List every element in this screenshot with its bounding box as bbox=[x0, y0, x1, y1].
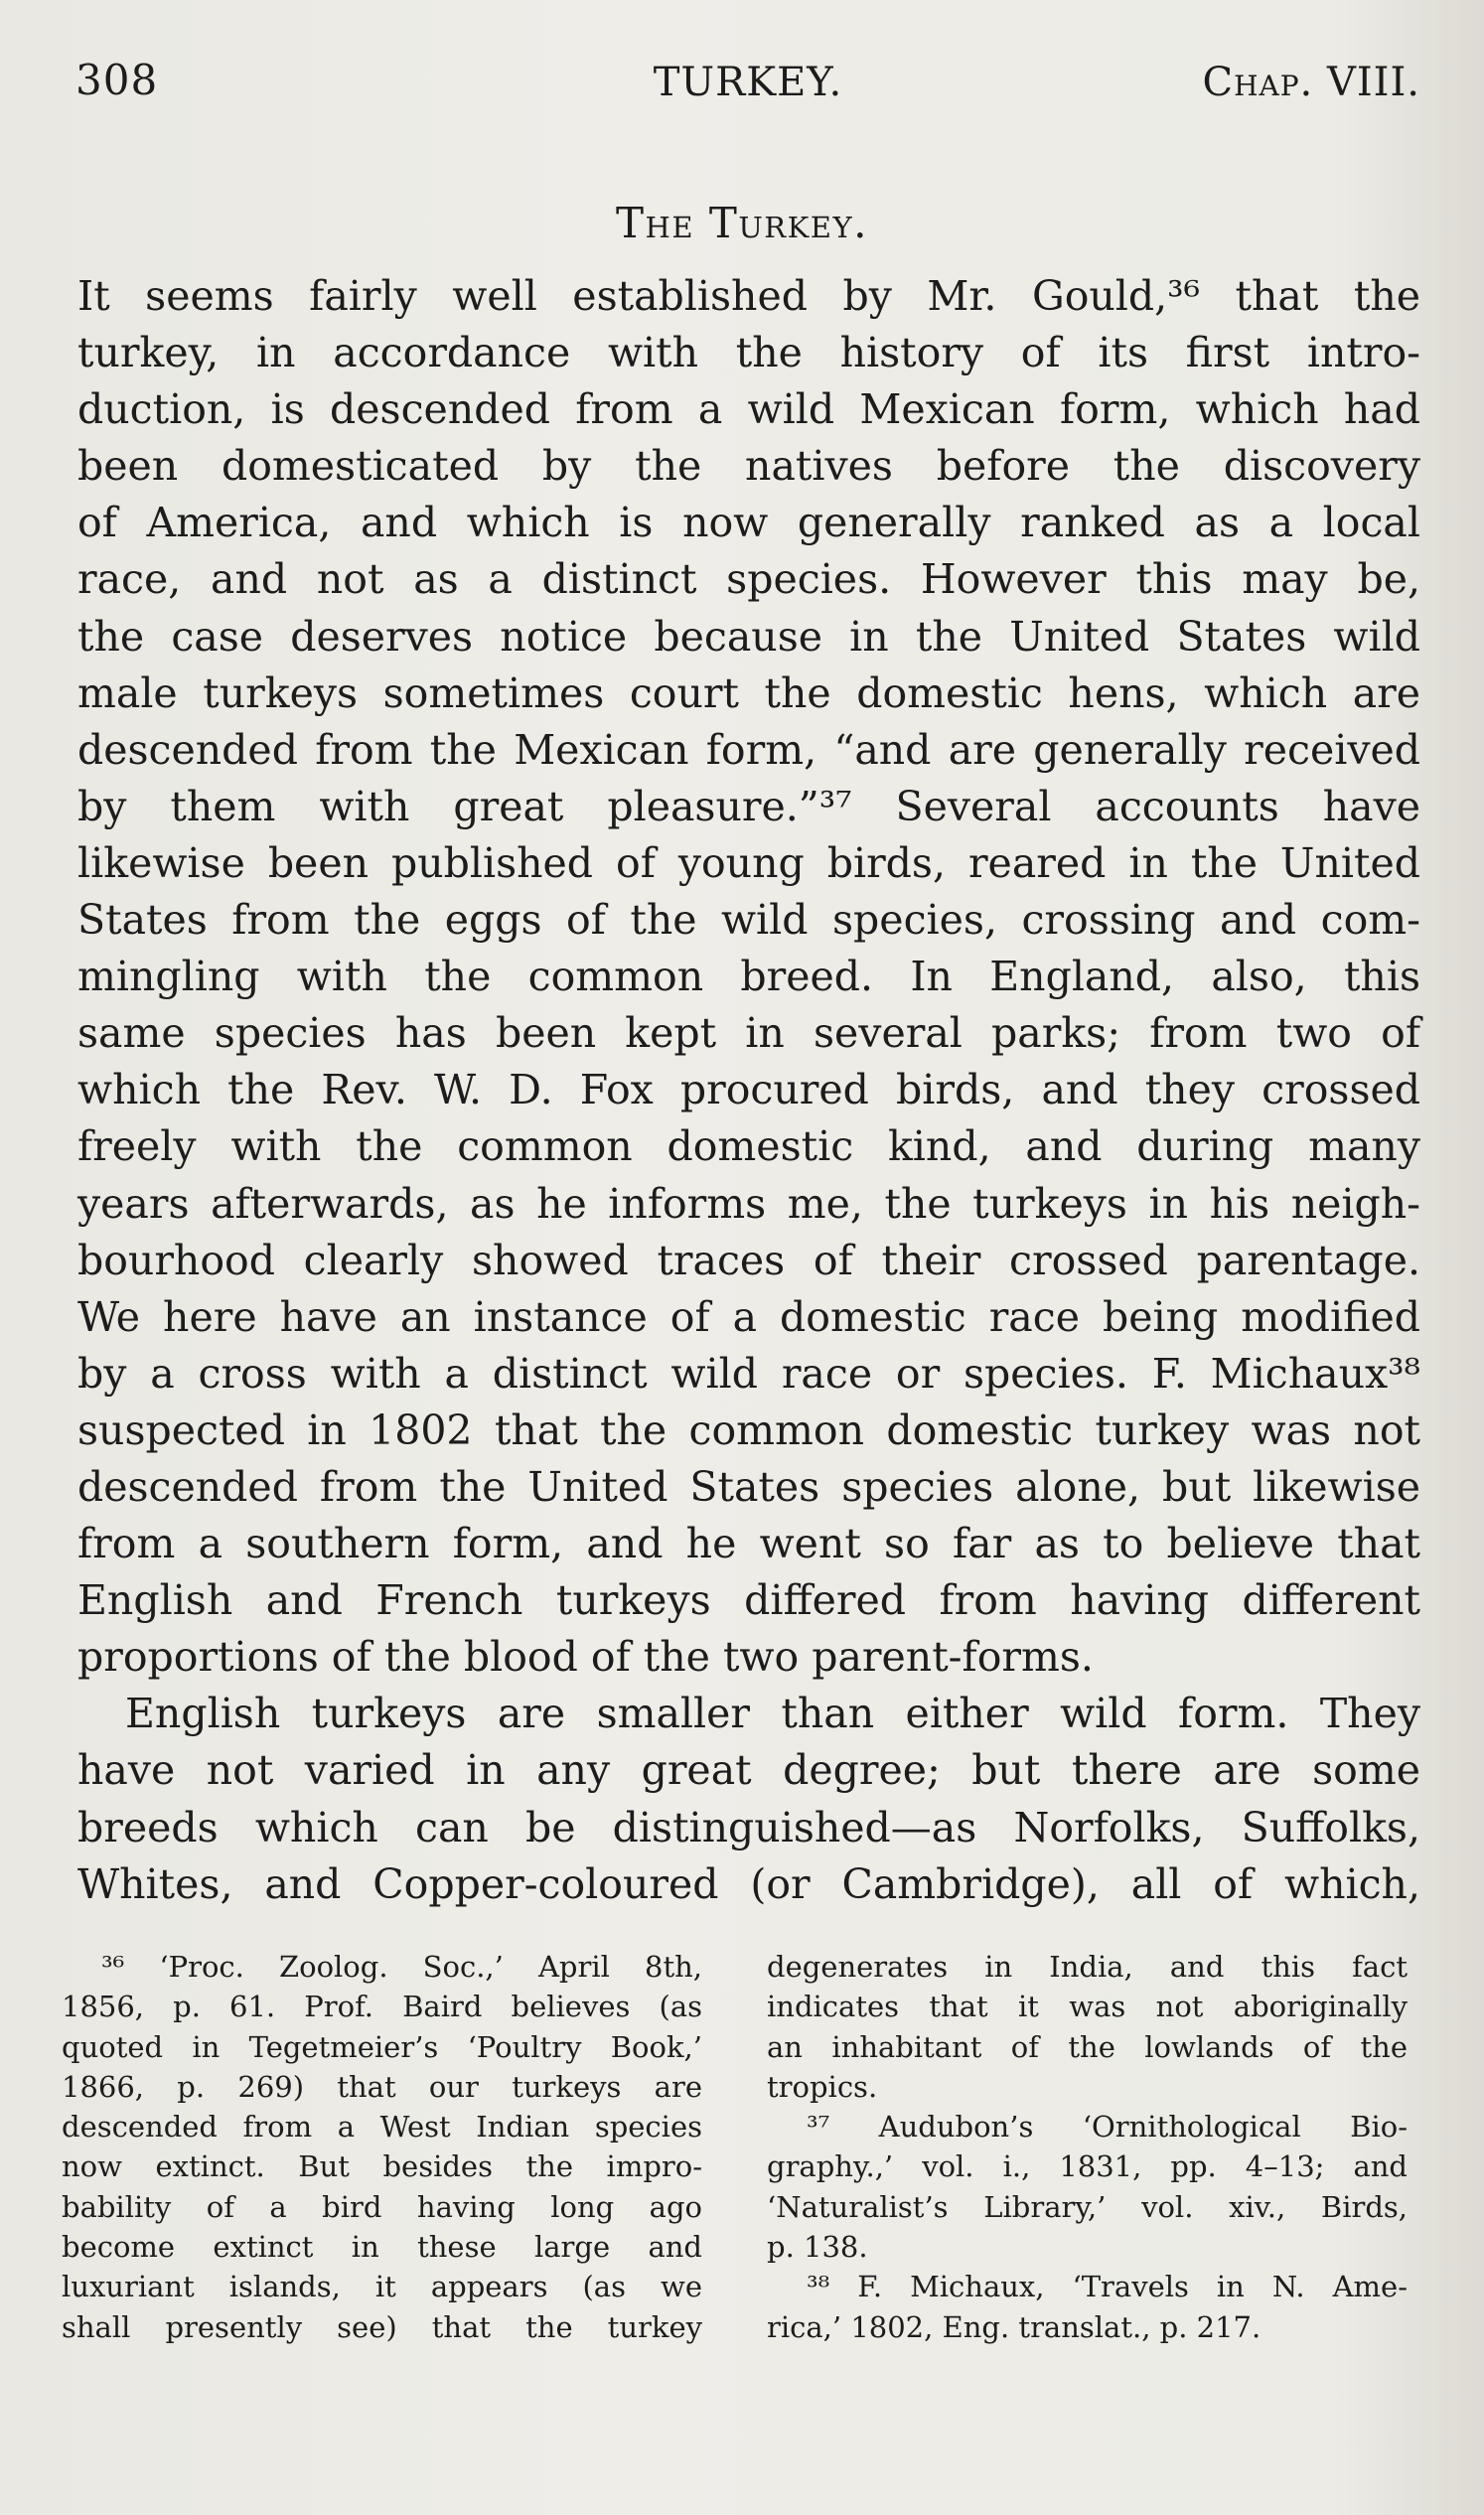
body-line: proportions of the blood of the two parent-forms. bbox=[77, 1633, 1094, 1682]
body-line: which the Rev. W. D. Fox procured birds, and they crossed bbox=[77, 1066, 1420, 1114]
body-line: years afterwards, as he informs me, the turkeys in his neigh- bbox=[77, 1179, 1420, 1228]
body-line: duction, is descended from a wild Mexican form, which had bbox=[77, 385, 1420, 434]
footnote-line: an inhabitant of the lowlands of the bbox=[767, 2029, 1408, 2064]
footnote-line: ‘Naturalist’s Library,’ vol. xiv., Birds, bbox=[767, 2189, 1408, 2224]
footnote-line: 1866, p. 269) that our turkeys are bbox=[62, 2069, 702, 2104]
footnote-line: indicates that it was not aboriginally bbox=[767, 1990, 1408, 2024]
footnote-line: ³⁷ Audubon’s ‘Ornithological Bio- bbox=[807, 2110, 1408, 2145]
chapter-label: Chap. VIII. bbox=[1202, 60, 1420, 105]
footnote-line: bability of a bird having long ago bbox=[62, 2189, 702, 2224]
body-line: male turkeys sometimes court the domestic hens, which are bbox=[77, 668, 1420, 717]
footnote-line: degenerates in India, and this fact bbox=[767, 1950, 1408, 1984]
footnotes-left-column bbox=[62, 1947, 702, 2347]
body-line: been domesticated by the natives before the discovery bbox=[77, 442, 1420, 491]
body-line: by them with great pleasure.”³⁷ Several accounts have bbox=[77, 782, 1420, 830]
running-title: TURKEY. bbox=[653, 60, 843, 105]
footnotes-right-column bbox=[767, 1947, 1408, 2347]
body-line: English and French turkeys differed from having different bbox=[77, 1576, 1420, 1625]
body-line: from a southern form, and he went so far as to believe that bbox=[77, 1520, 1420, 1568]
footnote-line: luxuriant islands, it appears (as we bbox=[62, 2270, 702, 2304]
body-line: have not varied in any great degree; but there are some bbox=[77, 1746, 1420, 1795]
section-title: The Turkey. bbox=[616, 199, 868, 247]
body-line: We here have an instance of a domestic race being modified bbox=[77, 1292, 1420, 1341]
body-text bbox=[77, 268, 1420, 1913]
body-line: descended from the United States species alone, but likewise bbox=[77, 1462, 1420, 1511]
body-line: of America, and which is now generally ranked as a local bbox=[77, 499, 1420, 547]
footnote-line: p. 138. bbox=[767, 2230, 868, 2265]
footnote-line: ³⁸ F. Michaux, ‘Travels in N. Ame- bbox=[807, 2270, 1408, 2304]
body-line: the case deserves notice because in the United States wild bbox=[77, 612, 1420, 661]
footnote-line: descended from a West Indian species bbox=[62, 2110, 702, 2145]
body-line: freely with the common domestic kind, and during many bbox=[77, 1122, 1420, 1171]
body-line: likewise been published of young birds, reared in the United bbox=[77, 838, 1420, 887]
footnote-line: tropics. bbox=[767, 2069, 878, 2104]
footnote-line: become extinct in these large and bbox=[62, 2230, 702, 2265]
body-line: bourhood clearly showed traces of their crossed parentage. bbox=[77, 1236, 1420, 1284]
body-line: suspected in 1802 that the common domestic turkey was not bbox=[77, 1405, 1420, 1454]
footnote-line: ³⁶ ‘Proc. Zoolog. Soc.,’ April 8th, bbox=[101, 1950, 702, 1984]
page-number: 308 bbox=[75, 56, 159, 104]
body-line: race, and not as a distinct species. However this may be, bbox=[77, 555, 1420, 604]
footnote-line: shall presently see) that the turkey bbox=[62, 2309, 702, 2344]
body-line: mingling with the common breed. In England, also, this bbox=[77, 953, 1420, 1001]
body-line: descended from the Mexican form, “and are generally received bbox=[77, 725, 1420, 774]
footnote-line: graphy.,’ vol. i., 1831, pp. 4–13; and bbox=[767, 2149, 1408, 2184]
footnote-line: quoted in Tegetmeier’s ‘Poultry Book,’ bbox=[62, 2029, 702, 2064]
body-line: Whites, and Copper-coloured (or Cambridge), all of which, bbox=[77, 1859, 1420, 1908]
body-line: same species has been kept in several parks; from two of bbox=[77, 1009, 1420, 1058]
footnote-line: rica,’ 1802, Eng. translat., p. 217. bbox=[767, 2309, 1261, 2344]
body-line: It seems fairly well established by Mr. Gould,³⁶ that the bbox=[77, 272, 1420, 320]
footnotes bbox=[62, 1947, 1422, 2394]
footnote-line: 1856, p. 61. Prof. Baird believes (as bbox=[62, 1990, 702, 2024]
body-line: English turkeys are smaller than either wild form. They bbox=[125, 1690, 1420, 1738]
running-header bbox=[75, 56, 1420, 115]
body-line: by a cross with a distinct wild race or species. F. Michaux³⁸ bbox=[77, 1349, 1420, 1398]
body-line: turkey, in accordance with the history of its first intro- bbox=[77, 329, 1420, 377]
body-line: breeds which can be distinguished—as Norfolks, Suffolks, bbox=[77, 1803, 1420, 1851]
footnote-line: now extinct. But besides the impro- bbox=[62, 2149, 702, 2184]
body-line: States from the eggs of the wild species, crossing and com- bbox=[77, 896, 1420, 945]
